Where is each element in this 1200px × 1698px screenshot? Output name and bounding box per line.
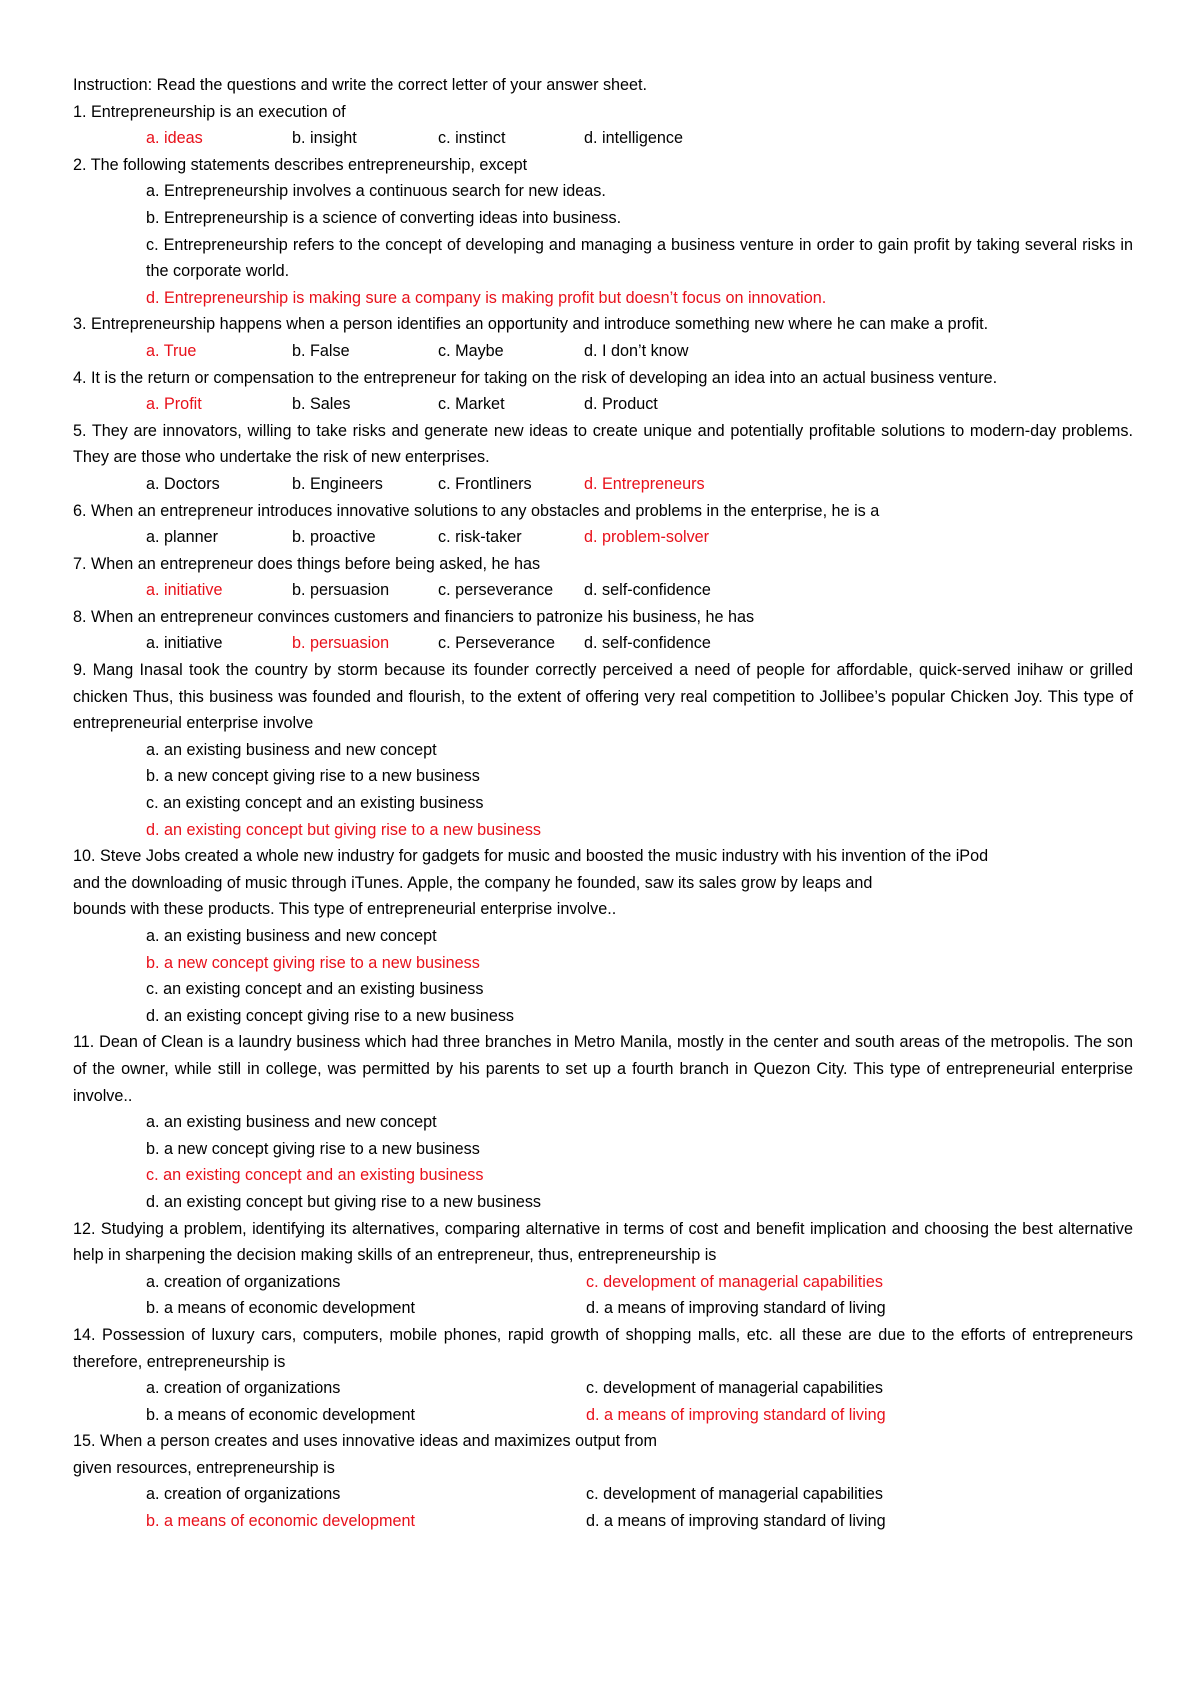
q7-option-a-correct: a. initiative bbox=[146, 581, 223, 600]
q2-option-a: a. Entrepreneurship involves a continuous search for new ideas. bbox=[146, 182, 606, 201]
q12-option-a: a. creation of organizations bbox=[146, 1272, 341, 1291]
q15-option-a: a. creation of organizations bbox=[146, 1485, 341, 1504]
q10-option-b-correct: b. a new concept giving rise to a new business bbox=[146, 953, 480, 972]
instruction-text: Instruction: Read the questions and write the correct letter of your answer sheet. bbox=[73, 76, 648, 94]
q9-option-c: c. an existing concept and an existing business bbox=[146, 794, 484, 813]
q8-option-d: d. self-confidence bbox=[584, 634, 711, 653]
question-7: 7. When an entrepreneur does things before being asked, he has bbox=[73, 554, 541, 573]
question-4: 4. It is the return or compensation to the entrepreneur for taking on the risk of developing an idea into an actual business venture. bbox=[73, 368, 998, 387]
q5-option-d-correct: d. Entrepreneurs bbox=[584, 474, 705, 493]
q6-option-c: c. risk-taker bbox=[438, 528, 522, 547]
q4-option-a-correct: a. Profit bbox=[146, 395, 202, 414]
q1-option-b: b. insight bbox=[292, 129, 357, 148]
question-14-options-row-1 bbox=[73, 1375, 1133, 1402]
q7-option-b: b. persuasion bbox=[292, 581, 390, 600]
question-5-options bbox=[73, 471, 1133, 498]
q15-option-b-correct: b. a means of economic development bbox=[146, 1512, 416, 1531]
q3-option-d: d. I don’t know bbox=[584, 341, 689, 360]
q12-option-c-correct: c. development of managerial capabilities bbox=[586, 1272, 883, 1291]
question-12-options-row-2 bbox=[73, 1295, 1133, 1322]
question-14: 14. Possession of luxury cars, computers, mobile phones, rapid growth of shopping malls, etc. all these are due to the efforts of entrepreneurs therefore, entrepreneurship is bbox=[73, 1325, 1133, 1371]
q4-option-d: d. Product bbox=[584, 395, 658, 414]
q1-option-d: d. intelligence bbox=[584, 129, 683, 148]
question-12: 12. Studying a problem, identifying its alternatives, comparing alternative in terms of cost and benefit implication and choosing the best alternative help in sharpening the decision making skills of an entrepreneur, thus, entrepreneurship is bbox=[73, 1219, 1133, 1265]
question-9: 9. Mang Inasal took the country by storm because its founder correctly perceived a need of people for affordable, quick-served inihaw or grilled chicken Thus, this business was founded and flourish, to the extent of offering very real competition to Jollibee’s popular Chicken Joy. This type of entrepreneurial enterprise involve bbox=[73, 661, 1133, 733]
q14-option-c: c. development of managerial capabilities bbox=[586, 1379, 883, 1398]
question-2: 2. The following statements describes entrepreneurship, except bbox=[73, 155, 528, 174]
q7-option-c: c. perseverance bbox=[438, 581, 554, 600]
q9-option-b: b. a new concept giving rise to a new business bbox=[146, 767, 480, 786]
q1-option-a-correct: a. ideas bbox=[146, 129, 203, 148]
q10-option-c: c. an existing concept and an existing business bbox=[146, 980, 484, 999]
question-8: 8. When an entrepreneur convinces customers and financiers to patronize his business, he has bbox=[73, 607, 755, 626]
question-1-options bbox=[73, 125, 1133, 152]
q3-option-a-correct: a. True bbox=[146, 341, 197, 360]
question-12-options-row-1 bbox=[73, 1269, 1133, 1296]
q5-option-c: c. Frontliners bbox=[438, 474, 532, 493]
q15-option-c: c. development of managerial capabilities bbox=[586, 1485, 883, 1504]
question-8-options bbox=[73, 630, 1133, 657]
q9-option-a: a. an existing business and new concept bbox=[146, 740, 437, 759]
q15-option-d: d. a means of improving standard of living bbox=[586, 1512, 886, 1531]
question-15-line-1: 15. When a person creates and uses innovative ideas and maximizes output from bbox=[73, 1432, 657, 1451]
q9-option-d-correct: d. an existing concept but giving rise to a new business bbox=[146, 820, 542, 839]
question-10-line-3: bounds with these products. This type of entrepreneurial enterprise involve.. bbox=[73, 900, 617, 919]
q3-option-c: c. Maybe bbox=[438, 341, 504, 360]
q6-option-b: b. proactive bbox=[292, 528, 376, 547]
q12-option-d: d. a means of improving standard of living bbox=[586, 1299, 886, 1318]
question-15-options-row-2 bbox=[73, 1508, 1133, 1535]
q1-option-c: c. instinct bbox=[438, 129, 506, 148]
q11-option-b: b. a new concept giving rise to a new business bbox=[146, 1139, 480, 1158]
q5-option-b: b. Engineers bbox=[292, 474, 383, 493]
q8-option-c: c. Perseverance bbox=[438, 634, 555, 653]
question-1: 1. Entrepreneurship is an execution of bbox=[73, 102, 346, 121]
q6-option-a: a. planner bbox=[146, 528, 218, 547]
question-15-options-row-1 bbox=[73, 1481, 1133, 1508]
q7-option-d: d. self-confidence bbox=[584, 581, 711, 600]
question-10-line-1: 10. Steve Jobs created a whole new industry for gadgets for music and boosted the music industry with his invention of the iPod bbox=[73, 847, 989, 866]
q12-option-b: b. a means of economic development bbox=[146, 1299, 416, 1318]
question-5: 5. They are innovators, willing to take risks and generate new ideas to create unique and potentially profitable solutions to modern-day problems. They are those who undertake the risk of new enterprises. bbox=[73, 421, 1133, 467]
q3-option-b: b. False bbox=[292, 341, 350, 360]
q2-option-d-correct: d. Entrepreneurship is making sure a company is making profit but doesn’t focus on innovation. bbox=[146, 288, 827, 307]
q2-option-c: c. Entrepreneurship refers to the concept of developing and managing a business venture in order to gain profit by taking several risks in the corporate world. bbox=[146, 235, 1133, 281]
question-6-options bbox=[73, 524, 1133, 551]
q5-option-a: a. Doctors bbox=[146, 474, 220, 493]
question-10-line-2: and the downloading of music through iTunes. Apple, the company he founded, saw its sales grow by leaps and bbox=[73, 873, 873, 892]
q10-option-d: d. an existing concept giving rise to a new business bbox=[146, 1006, 515, 1025]
q2-option-b: b. Entrepreneurship is a science of converting ideas into business. bbox=[146, 208, 622, 227]
q14-option-a: a. creation of organizations bbox=[146, 1379, 341, 1398]
q10-option-a: a. an existing business and new concept bbox=[146, 927, 437, 945]
question-15-line-2: given resources, entrepreneurship is bbox=[73, 1458, 335, 1477]
question-11: 11. Dean of Clean is a laundry business which had three branches in Metro Manila, mostly in the center and south areas of the metropolis. The son of the owner, while still in college, was permitted by his parents to set up a fourth branch in Quezon City. This type of entrepreneurial enterprise involve.. bbox=[73, 1033, 1133, 1105]
q4-option-c: c. Market bbox=[438, 395, 505, 414]
worksheet bbox=[73, 72, 1133, 1535]
q14-option-d-correct: d. a means of improving standard of living bbox=[586, 1405, 886, 1424]
question-3: 3. Entrepreneurship happens when a person identifies an opportunity and introduce something new where he can make a profit. bbox=[73, 315, 989, 334]
question-7-options bbox=[73, 577, 1133, 604]
question-3-options bbox=[73, 338, 1133, 365]
q8-option-a: a. initiative bbox=[146, 634, 223, 653]
q8-option-b-correct: b. persuasion bbox=[292, 634, 390, 653]
q11-option-d: d. an existing concept but giving rise to a new business bbox=[146, 1192, 542, 1211]
q6-option-d-correct: d. problem-solver bbox=[584, 528, 710, 547]
question-4-options bbox=[73, 391, 1133, 418]
question-14-options-row-2 bbox=[73, 1402, 1133, 1429]
q4-option-b: b. Sales bbox=[292, 395, 351, 414]
question-6: 6. When an entrepreneur introduces innovative solutions to any obstacles and problems in the enterprise, he is a bbox=[73, 501, 880, 520]
q14-option-b: b. a means of economic development bbox=[146, 1405, 416, 1424]
q11-option-a: a. an existing business and new concept bbox=[146, 1113, 437, 1132]
q11-option-c-correct: c. an existing concept and an existing business bbox=[146, 1166, 484, 1185]
